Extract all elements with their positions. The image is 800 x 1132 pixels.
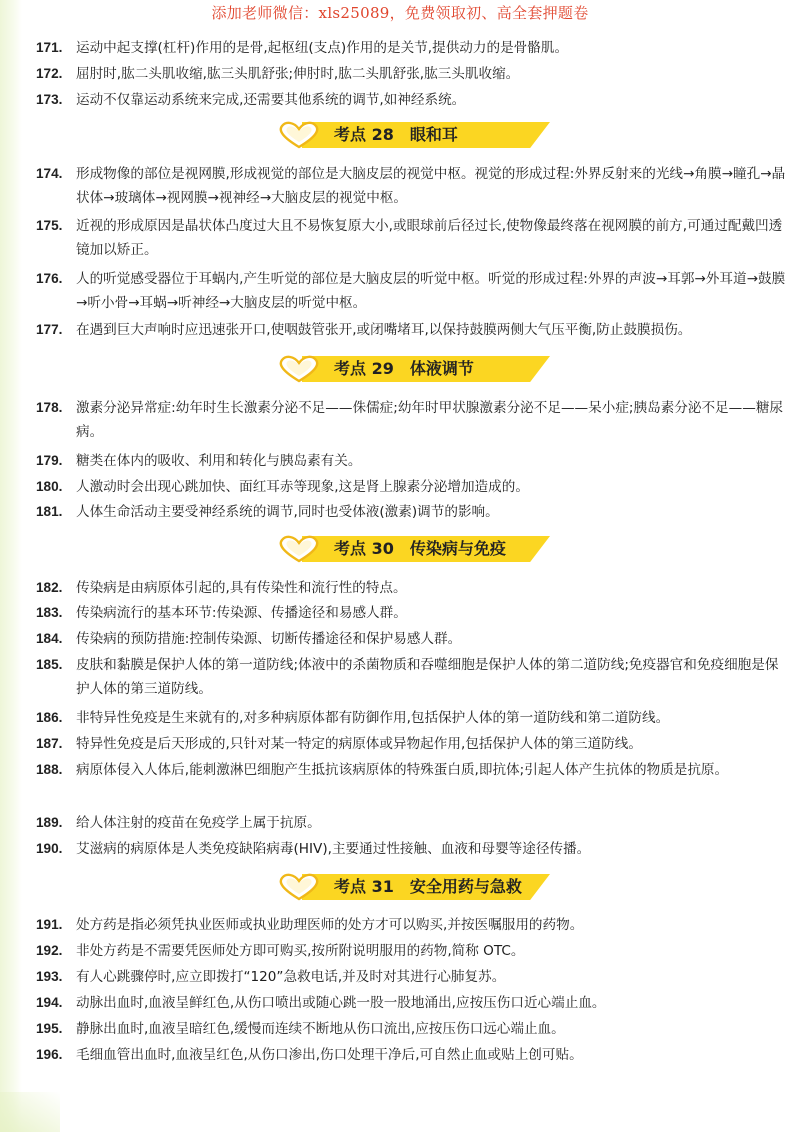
item-text: 病原体侵入人体后,能刺激淋巴细胞产生抵抗该病原体的特殊蛋白质,即抗体;引起人体产生抗体的物质是抗原。 (76, 762, 729, 778)
list-item (36, 396, 788, 444)
item-number: 183. (36, 605, 63, 620)
list-item (36, 913, 788, 937)
list-item (36, 706, 788, 730)
item-text: 传染病的预防措施:控制传染源、切断传播途径和保护易感人群。 (76, 631, 462, 647)
item-text: 特异性免疫是后天形成的,只针对某一特定的病原体或异物起作用,包括保护人体的第三道防线。 (76, 736, 642, 752)
item-text: 艾滋病的病原体是人类免疫缺陷病毒(HIV),主要通过性接触、血液和母婴等途径传播。 (76, 841, 591, 857)
item-number: 182. (36, 580, 63, 595)
section-title: 考点 30 传染病与免疫 (334, 539, 506, 558)
item-text: 给人体注射的疫苗在免疫学上属于抗原。 (76, 815, 321, 831)
item-number: 178. (36, 400, 63, 415)
heart-outline-icon (276, 354, 322, 384)
list-item (36, 601, 788, 625)
list-item (36, 653, 788, 701)
item-number: 173. (36, 92, 63, 107)
item-number: 181. (36, 504, 63, 519)
list-item (36, 318, 788, 342)
item-number: 190. (36, 841, 63, 856)
list-item (36, 991, 788, 1015)
heart-outline-icon (276, 872, 322, 902)
list-item (36, 965, 788, 989)
list-item (36, 732, 788, 756)
item-number: 184. (36, 631, 63, 646)
item-text: 运动不仅靠运动系统来完成,还需要其他系统的调节,如神经系统。 (76, 92, 466, 108)
item-text: 毛细血管出血时,血液呈红色,从伤口渗出,伤口处理干净后,可自然止血或贴上创可贴。 (76, 1047, 583, 1063)
item-text: 静脉出血时,血液呈暗红色,缓慢而连续不断地从伤口流出,应按压伤口远心端止血。 (76, 1021, 565, 1037)
list-item (36, 162, 788, 210)
list-item (36, 475, 788, 499)
list-item (36, 449, 788, 473)
section-title: 考点 31 安全用药与急救 (334, 877, 522, 896)
list-item (36, 62, 788, 86)
item-text: 人的听觉感受器位于耳蜗内,产生听觉的部位是大脑皮层的听觉中枢。听觉的形成过程:外界的声波→耳郭→外耳道→鼓膜→听小骨→耳蜗→听神经→大脑皮层的听觉中枢。 (76, 271, 786, 311)
item-number: 189. (36, 815, 63, 830)
list-item (36, 88, 788, 112)
item-number: 187. (36, 736, 63, 751)
item-text: 处方药是指必须凭执业医师或执业助理医师的处方才可以购买,并按医嘱服用的药物。 (76, 917, 584, 933)
list-item (36, 627, 788, 651)
item-number: 174. (36, 166, 63, 181)
list-item (36, 758, 788, 782)
item-number: 179. (36, 453, 63, 468)
list-item (36, 811, 788, 835)
item-text: 屈肘时,肱二头肌收缩,肱三头肌舒张;伸肘时,肱二头肌舒张,肱三头肌收缩。 (76, 66, 520, 82)
watermark-text: 添加老师微信：xls25089，免费领取初、高全套押题卷 (211, 4, 589, 22)
section-title: 考点 29 体液调节 (334, 359, 474, 378)
item-number: 186. (36, 710, 63, 725)
item-text: 在遇到巨大声响时应迅速张开口,使咽鼓管张开,或闭嘴堵耳,以保持鼓膜两侧大气压平衡,防止鼓膜损伤。 (76, 322, 692, 338)
list-item (36, 1017, 788, 1041)
list-item (36, 214, 788, 262)
item-number: 193. (36, 969, 63, 984)
list-item (36, 1043, 788, 1067)
item-text: 动脉出血时,血液呈鲜红色,从伤口喷出或随心跳一股一股地涌出,应按压伤口近心端止血。 (76, 995, 606, 1011)
item-text: 近视的形成原因是晶状体凸度过大且不易恢复原大小,或眼球前后径过长,使物像最终落在视网膜的前方,可通过配戴凹透镜加以矫正。 (76, 218, 783, 258)
heart-outline-icon (276, 120, 322, 150)
item-text: 非特异性免疫是生来就有的,对多种病原体都有防御作用,包括保护人体的第一道防线和第二道防线。 (76, 710, 670, 726)
item-text: 有人心跳骤停时,应立即拨打“120”急救电话,并及时对其进行心肺复苏。 (76, 969, 506, 985)
item-number: 171. (36, 40, 63, 55)
list-item (36, 500, 788, 524)
item-text: 皮肤和黏膜是保护人体的第一道防线;体液中的杀菌物质和吞噬细胞是保护人体的第二道防线;免疫器官和免疫细胞是保护人体的第三道防线。 (76, 657, 779, 697)
item-number: 172. (36, 66, 63, 81)
item-text: 糖类在体内的吸收、利用和转化与胰岛素有关。 (76, 453, 362, 469)
list-item (36, 576, 788, 600)
item-number: 177. (36, 322, 63, 337)
item-text: 人体生命活动主要受神经系统的调节,同时也受体液(激素)调节的影响。 (76, 504, 499, 520)
list-item (36, 36, 788, 60)
item-text: 传染病是由病原体引起的,具有传染性和流行性的特点。 (76, 580, 407, 596)
item-number: 188. (36, 762, 63, 777)
section-header (276, 120, 550, 150)
item-text: 传染病流行的基本环节:传染源、传播途径和易感人群。 (76, 605, 407, 621)
item-number: 194. (36, 995, 63, 1010)
item-number: 195. (36, 1021, 63, 1036)
item-text: 形成物像的部位是视网膜,形成视觉的部位是大脑皮层的视觉中枢。视觉的形成过程:外界反射来的光线→角膜→瞳孔→晶状体→玻璃体→视网膜→视神经→大脑皮层的视觉中枢。 (76, 166, 786, 206)
item-number: 192. (36, 943, 63, 958)
item-number: 176. (36, 271, 63, 286)
list-item (36, 837, 788, 861)
item-number: 196. (36, 1047, 63, 1062)
section-title: 考点 28 眼和耳 (334, 125, 458, 144)
heart-outline-icon (276, 534, 322, 564)
section-header (276, 354, 550, 384)
item-text: 激素分泌异常症:幼年时生长激素分泌不足——侏儒症;幼年时甲状腺激素分泌不足——呆小症;胰岛素分泌不足——糖尿病。 (76, 400, 784, 440)
list-item (36, 939, 788, 963)
item-number: 175. (36, 218, 63, 233)
item-text: 运动中起支撑(杠杆)作用的是骨,起枢纽(支点)作用的是关节,提供动力的是骨骼肌。 (76, 40, 569, 56)
section-header (276, 534, 550, 564)
item-number: 185. (36, 657, 63, 672)
section-header (276, 872, 550, 902)
item-number: 180. (36, 479, 63, 494)
list-item (36, 267, 788, 315)
item-text: 人激动时会出现心跳加快、面红耳赤等现象,这是肾上腺素分泌增加造成的。 (76, 479, 529, 495)
item-number: 191. (36, 917, 63, 932)
item-text: 非处方药是不需要凭医师处方即可购买,按所附说明服用的药物,简称 OTC。 (76, 943, 525, 959)
